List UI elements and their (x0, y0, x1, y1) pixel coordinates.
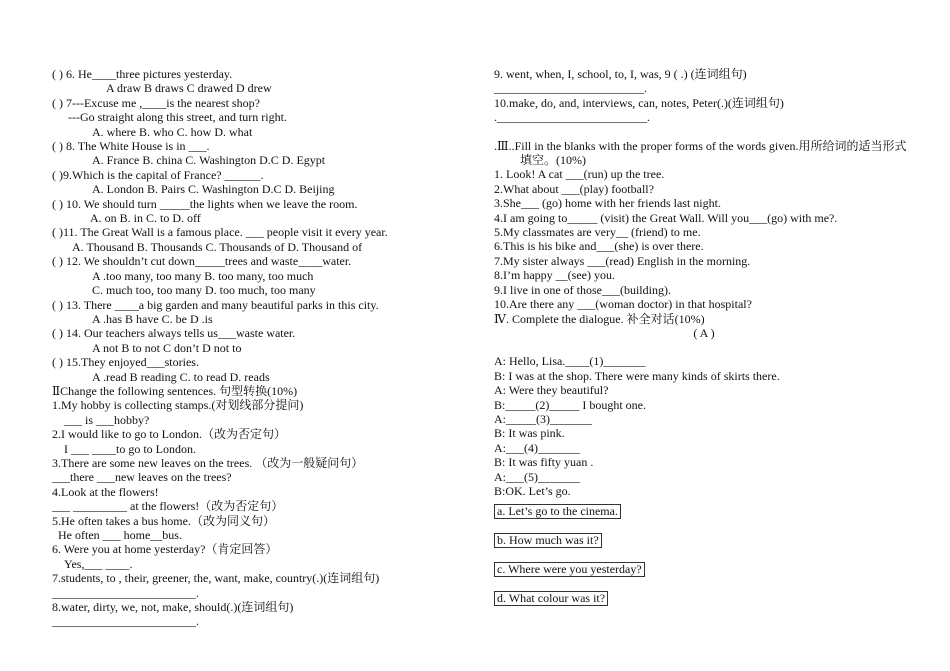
question-line: Ⅳ. Complete the dialogue. 补全对话(10%) (494, 311, 705, 326)
dialogue-line: B: It was pink. (494, 426, 565, 441)
question-line: Yes,___ ____. (64, 556, 133, 571)
dialogue-line: A:___(5)_______ (494, 469, 580, 484)
question-line: 9.I live in one of those___(building). (494, 282, 671, 297)
question-line: A not B to not C don’t D not to (92, 340, 242, 355)
question-line: 3.She___ (go) home with her friends last night. (494, 196, 721, 211)
question-line: ⅡChange the following sentences. 句型转换(10%) (52, 383, 298, 398)
dialogue-block (494, 354, 914, 498)
dialogue-line: B:_____(2)_____ I bought one. (494, 397, 646, 412)
question-line: 8.I’m happy __(see) you. (494, 268, 615, 283)
question-line: ( ) 6. He____three pictures yesterday. (52, 67, 233, 81)
question-line: 10.make, do, and, interviews, can, notes, Peter(.)(连词组句) (494, 95, 784, 110)
question-line: A. on B. in C. to D. off (90, 211, 201, 226)
question-line: ___ _________ at the flowers!（改为否定句） (52, 499, 284, 514)
dialogue-line: B:OK. Let’s go. (494, 483, 571, 498)
dialogue-line: A: Were they beautiful? (494, 383, 609, 398)
question-line: ( ) 8. The White House is in ___. (52, 139, 210, 154)
sentence-building-block (494, 67, 914, 125)
answer-option-box: c. Where were you yesterday? (494, 562, 645, 577)
question-line: 1. Look! A cat ___(run) up the tree. (494, 167, 665, 182)
spacer (494, 125, 914, 139)
question-line: ___there ___new leaves on the trees? (52, 470, 232, 485)
question-line: 2.I would like to go to London.（改为否定句） (52, 427, 286, 442)
question-line: ( ) 10. We should turn _____the lights when we leave the room. (52, 196, 358, 211)
question-line: A. France B. china C. Washington D.C D. Egypt (92, 153, 326, 168)
question-line: ( ) 15.They enjoyed___stories. (52, 355, 199, 370)
question-line: ___ is ___hobby? (64, 412, 150, 427)
question-line: 6.This is his bike and___(she) is over there. (494, 239, 704, 254)
question-line: A .read B reading C. to read D. reads (92, 369, 270, 384)
question-line: A. Thousand B. Thousands C. Thousands of D. Thousand of (72, 239, 363, 254)
question-line: 2.What about ___(play) football? (494, 181, 654, 196)
question-line: I ___ ____to go to London. (64, 441, 196, 456)
question-line: A .too many, too many B. too many, too much (92, 268, 314, 283)
question-line: 3.There are some new leaves on the trees. （改为一般疑问句） (52, 455, 364, 470)
question-line: 7.students, to , their, greener, the, want, make, country(.)(连词组句) (52, 571, 380, 586)
question-line: ---Go straight along this street, and turn right. (68, 110, 287, 125)
question-line: 6. Were you at home yesterday?（肯定回答） (52, 542, 278, 557)
question-line: A. London B. Pairs C. Washington D.C D. Beijing (92, 182, 335, 197)
question-line: A draw B draws C drawed D drew (106, 81, 272, 96)
question-line: C. much too, too many D. too much, too many (92, 283, 316, 298)
answer-option-box: d. What colour was it? (494, 591, 608, 606)
question-line: He often ___ home__bus. (58, 528, 182, 542)
question-line: ( )11. The Great Wall is a famous place. ___ people visit it every year. (52, 225, 388, 240)
question-line: ._________________________. (494, 110, 650, 125)
fill-blanks-block (494, 167, 914, 325)
dialogue-line: B: It was fifty yuan . (494, 455, 594, 470)
question-line: ( )9.Which is the capital of France? ______. (52, 167, 264, 182)
dialogue-line: A:___(4)_______ (494, 440, 580, 455)
question-line: 5.He often takes a bus home.（改为同义句） (52, 513, 275, 528)
question-line: 5.My classmates are very__ (friend) to me. (494, 225, 701, 240)
section-3-heading: .Ⅲ..Fill in the blanks with the proper forms of the words given.用所给词的适当形式填空。(10%) (494, 138, 907, 168)
question-line: 9. went, when, I, school, to, I, was, 9 ( .) (连词组句) (494, 67, 747, 81)
question-line: ________________________. (52, 614, 199, 629)
answer-option-box: a. Let’s go to the cinema. (494, 504, 621, 519)
question-line: ( ) 13. There ____a big garden and many beautiful parks in this city. (52, 297, 379, 312)
dialogue-line: A:_____(3)_______ (494, 411, 592, 426)
question-line: ________________________. (52, 585, 199, 600)
question-line: 10.Are there any ___(woman doctor) in that hospital? (494, 297, 752, 312)
dialogue-line: B: I was at the shop. There were many kinds of skirts there. (494, 368, 780, 383)
answer-option-box: b. How much was it? (494, 533, 602, 548)
left-column (52, 67, 472, 629)
spacer (494, 340, 914, 354)
question-line: A. where B. who C. how D. what (92, 124, 253, 139)
question-line: 4.I am going to_____ (visit) the Great Wall. Will you___(go) with me?. (494, 210, 838, 225)
question-line: ( ) 14. Our teachers always tells us___waste water. (52, 326, 296, 341)
question-line: 4.Look at the flowers! (52, 484, 159, 499)
part-a-label: ( A ) (693, 325, 715, 340)
question-line: ( ) 7---Excuse me ,____is the nearest shop? (52, 95, 260, 110)
right-column (494, 67, 914, 620)
question-line: ( ) 12. We shouldn’t cut down_____trees and waste____water. (52, 254, 352, 269)
question-line: A .has B have C. be D .is (92, 311, 213, 326)
answer-options (494, 504, 914, 620)
dialogue-line: A: Hello, Lisa.____(1)_______ (494, 354, 646, 369)
question-line: 7.My sister always ___(read) English in the morning. (494, 253, 751, 268)
question-line: 1.My hobby is collecting stamps.(对划线部分提问) (52, 398, 304, 413)
question-line: _________________________. (494, 81, 647, 96)
question-line: 8.water, dirty, we, not, make, should(.)(连词组句) (52, 600, 294, 615)
